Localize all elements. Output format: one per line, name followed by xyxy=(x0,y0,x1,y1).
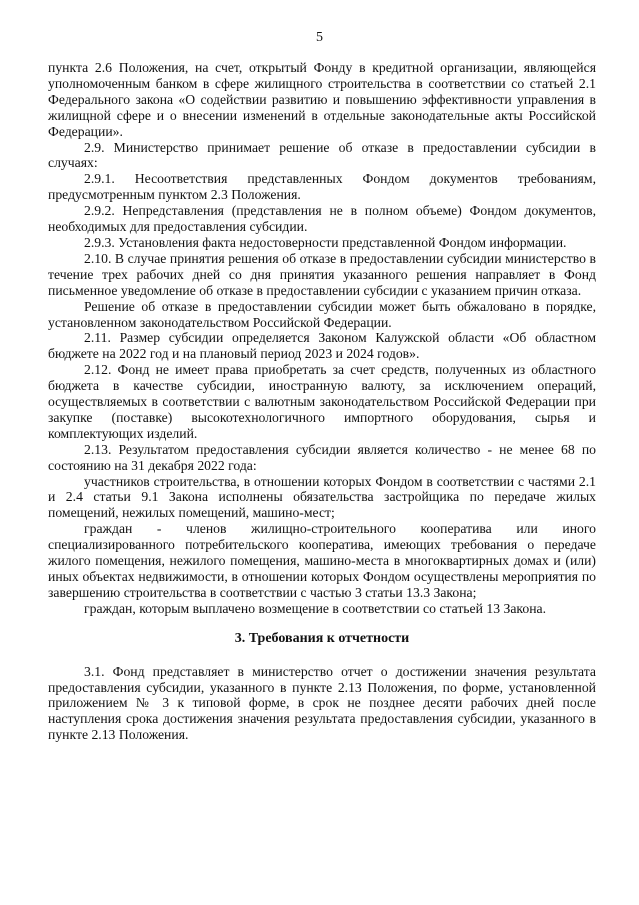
page-number: 5 xyxy=(316,30,323,45)
paragraph: 2.12. Фонд не имеет права приобретать за счет средств, полученных из областного бюджета в качестве субсидии, иностранную валюту, за исключением операций, осуществляемых в соответствии с валютным законодательством Российской Федерации при закупке (поставке) высокотехнологичного импортного оборудования, сырья и комплектующих изделий. xyxy=(48,362,596,441)
document-body xyxy=(48,60,596,743)
paragraph: Решение об отказе в предоставлении субсидии может быть обжаловано в порядке, установленном законодательством Российской Федерации. xyxy=(48,298,596,330)
paragraph: 2.9.3. Установления факта недостоверности представленной Фондом информации. xyxy=(84,234,567,250)
paragraph: 2.9.2. Непредставления (представления не в полном объеме) Фондом документов, необходимых для предоставления субсидии. xyxy=(48,203,596,235)
paragraph: пункта 2.6 Положения, на счет, открытый Фонду в кредитной организации, являющейся уполномоченным банком в сфере жилищного строительства в соответствии со статьей 2.1 Федерального закона «О содействии развитию и повышению эффективности управления в жилищной сфере и о внесении изменений в отдельные законодательные акты Российской Федерации». xyxy=(48,60,596,139)
paragraph: 2.13. Результатом предоставления субсидии является количество - не менее 68 по состоянию на 31 декабря 2022 года: xyxy=(48,441,596,473)
paragraph: граждан - членов жилищно-строительного кооператива или иного специализированного потребительского кооператива, имеющих требования о передаче жилого помещения, нежилого помещения, машино-места в многоквартирных домах и (или) иных объектах недвижимости, в отношении которых Фондом осуществлены мероприятия по завершению строительства в соответствии с частью 3 статьи 13.3 Закона; xyxy=(48,521,596,600)
paragraph: 2.9. Министерство принимает решение об отказе в предоставлении субсидии в случаях: xyxy=(48,139,596,171)
section-heading: 3. Требования к отчетности xyxy=(234,630,410,646)
paragraph: граждан, которым выплачено возмещение в соответствии со статьей 13 Закона. xyxy=(84,600,547,616)
paragraph: 2.9.1. Несоответствия представленных Фондом документов требованиям, предусмотренным пунктом 2.3 Положения. xyxy=(48,171,596,203)
paragraph: 3.1. Фонд представляет в министерство отчет о достижении значения результата предоставления субсидии, указанного в пункте 2.13 Положения, по форме, установленной приложением № 3 к типовой форме, в срок не позднее десяти рабочих дней после наступления срока достижения значения результата предоставления субсидии, указанного в пункте 2.13 Положения. xyxy=(48,663,596,743)
paragraph: участников строительства, в отношении которых Фондом в соответствии с частями 2.1 и 2.4 статьи 9.1 Закона исполнены обязательства застройщика по передаче жилых помещений, нежилых помещений, машино-мест; xyxy=(48,473,596,521)
paragraph: 2.10. В случае принятия решения об отказе в предоставлении субсидии министерство в течение трех рабочих дней со дня принятия указанного решения направляет в Фонд письменное уведомление об отказе в предоставлении субсидии с указанием причин отказа. xyxy=(48,250,596,298)
paragraph: 2.11. Размер субсидии определяется Законом Калужской области «Об областном бюджете на 2022 год и на плановый период 2023 и 2024 годов». xyxy=(48,330,596,362)
